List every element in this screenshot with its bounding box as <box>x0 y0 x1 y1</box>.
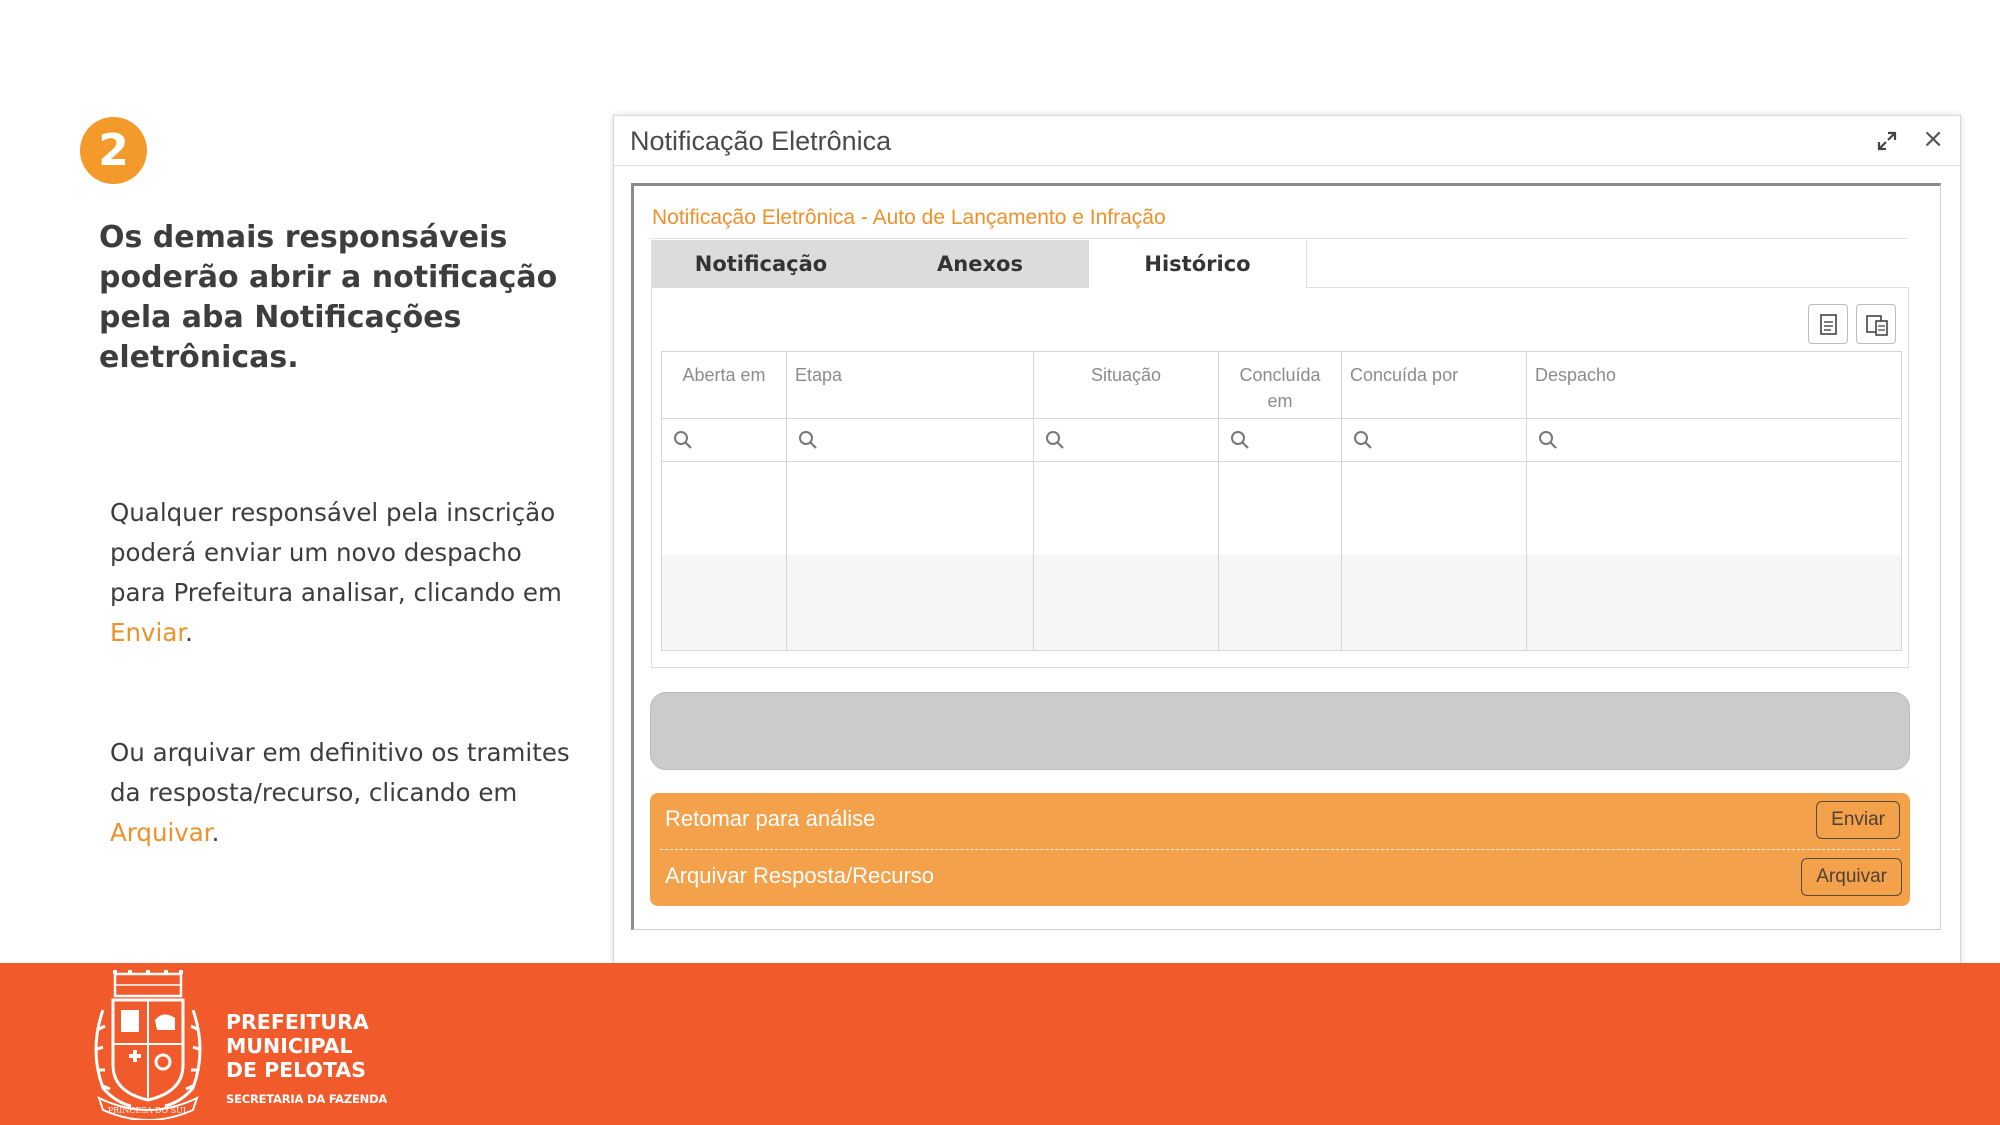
divider <box>650 238 1908 239</box>
action-label: Retomar para análise <box>665 806 876 831</box>
filter-cell[interactable] <box>1342 418 1526 462</box>
paragraph-end: . <box>185 618 193 647</box>
column-header[interactable]: Concuída por <box>1350 365 1459 385</box>
export-icon <box>1809 305 1849 345</box>
instruction-paragraph-send <box>110 493 580 653</box>
city-coat-of-arms-logo <box>85 970 211 1120</box>
close-icon[interactable]: × <box>1922 124 1944 154</box>
instruction-paragraph-archive <box>110 733 580 853</box>
tab-anexos[interactable]: Anexos <box>871 240 1089 288</box>
org-line: MUNICIPAL <box>226 1034 353 1058</box>
paragraph-end: . <box>211 818 220 847</box>
paragraph-text: Qualquer responsável pela inscrição poderá enviar um novo despacho para Prefeitura analisar, clicando em <box>110 498 562 607</box>
column-aberta-em <box>662 352 787 650</box>
filter-cell[interactable] <box>1034 418 1218 462</box>
export-button[interactable] <box>1808 304 1848 344</box>
tab-historico[interactable]: Histórico <box>1089 240 1307 288</box>
column-header[interactable]: Despacho <box>1535 365 1617 385</box>
expand-icon[interactable] <box>1876 130 1898 152</box>
search-icon <box>672 429 694 451</box>
organization-name <box>226 1010 446 1082</box>
modal-subtitle: Notificação Eletrônica - Auto de Lançamento e Infração <box>652 206 1166 229</box>
org-line: PREFEITURA <box>226 1010 369 1034</box>
step-number-badge: 2 <box>80 117 147 184</box>
column-concluida-em <box>1219 352 1342 650</box>
column-despacho <box>1527 352 1902 650</box>
column-header[interactable]: Concluída em <box>1239 365 1321 411</box>
search-icon <box>1537 429 1559 451</box>
filter-cell[interactable] <box>1527 418 1902 462</box>
action-row-resume <box>650 793 1910 849</box>
organization-department: SECRETARIA DA FAZENDA <box>226 1092 388 1106</box>
highlight-send: Enviar <box>110 618 186 647</box>
columns-icon <box>1857 305 1897 345</box>
action-label: Arquivar Resposta/Recurso <box>665 863 935 888</box>
column-etapa <box>787 352 1034 650</box>
column-chooser-button[interactable] <box>1856 304 1896 344</box>
tab-notificacao[interactable]: Notificação <box>651 240 871 288</box>
message-area <box>650 692 1910 770</box>
column-concluida-por <box>1342 352 1527 650</box>
column-situacao <box>1034 352 1219 650</box>
modal-title: Notificação Eletrônica <box>630 126 892 156</box>
column-header[interactable]: Etapa <box>795 365 843 385</box>
search-icon <box>797 429 819 451</box>
instruction-heading: Os demais responsáveis poderão abrir a notificação pela aba Notificações eletrônicas. <box>99 220 558 375</box>
search-icon <box>1229 429 1251 451</box>
search-icon <box>1044 429 1066 451</box>
filter-cell[interactable] <box>787 418 1033 462</box>
action-panel <box>650 793 1910 906</box>
highlight-archive: Arquivar <box>110 818 212 847</box>
history-grid <box>661 351 1902 651</box>
org-line: DE PELOTAS <box>226 1058 366 1082</box>
logo-motto: PRINCESA DO SUL <box>107 1106 189 1115</box>
paragraph-text: Ou arquivar em definitivo os tramites da resposta/recurso, clicando em <box>110 738 570 807</box>
filter-cell[interactable] <box>1219 418 1341 462</box>
column-header[interactable]: Situação <box>1090 365 1162 385</box>
notification-modal <box>613 115 1961 967</box>
send-button[interactable]: Enviar <box>1816 801 1900 839</box>
history-panel <box>651 288 1909 668</box>
search-icon <box>1352 429 1374 451</box>
filter-cell[interactable] <box>662 418 786 462</box>
modal-header <box>614 116 1960 166</box>
tab-bar <box>651 240 1909 288</box>
action-row-archive <box>650 850 1910 906</box>
column-header[interactable]: Aberta em <box>682 365 766 385</box>
archive-button[interactable]: Arquivar <box>1801 858 1902 896</box>
